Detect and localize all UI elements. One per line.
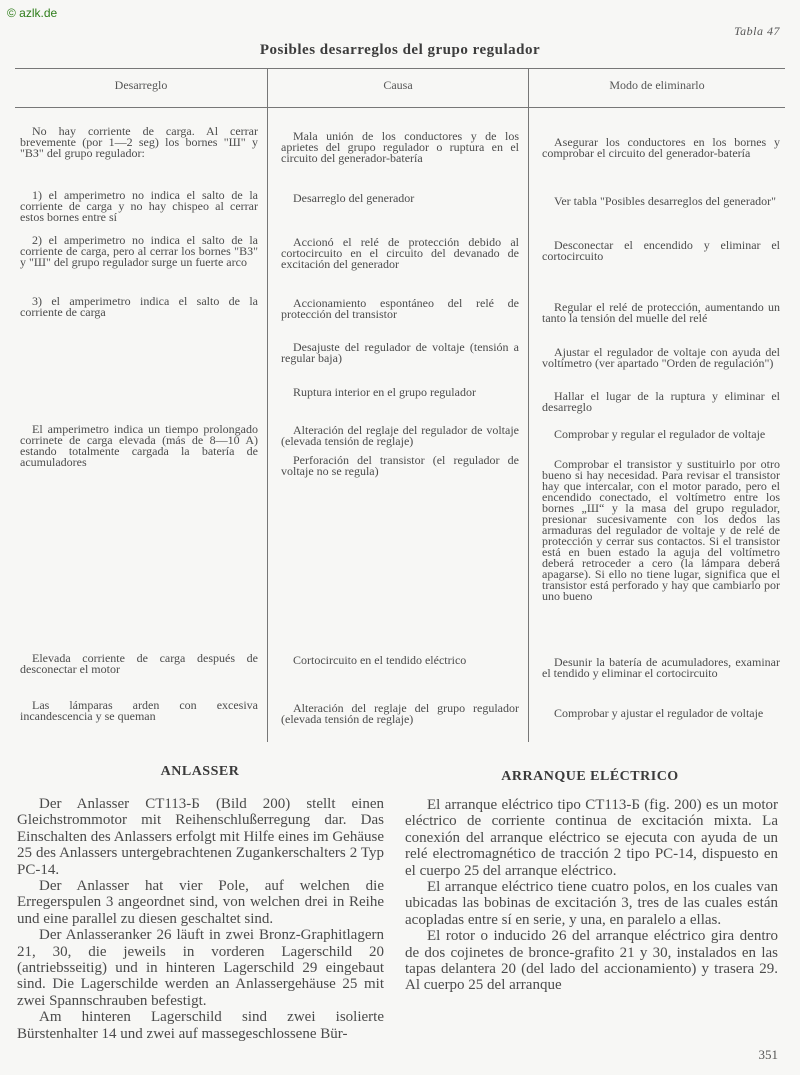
fault-cell: 1) el amperimetro no indica el salto de la corriente de carga y no hay chispeo al cerrar estos bornes entre sí bbox=[20, 188, 258, 224]
remedy-cell: Comprobar y ajustar el regulador de voltaje bbox=[554, 706, 764, 720]
header-modo: Modo de eliminarlo bbox=[609, 78, 705, 92]
cause-cell: Alteración del reglaje del regulador de voltaje (elevada tensión de reglaje) bbox=[281, 423, 519, 448]
table-title: Posibles desarreglos del grupo regulador bbox=[259, 42, 541, 58]
cause-cell: Alteración del reglaje del grupo regulador (elevada tensión de reglaje) bbox=[281, 701, 519, 726]
cause-cell: Ruptura interior en el grupo regulador bbox=[293, 385, 476, 399]
fault-cell: No hay corriente de carga. Al cerrar brevemente (por 1—2 seg) los bornes "Ш" y "ВЗ" del grupo regulador: bbox=[20, 124, 258, 160]
cause-cell: Cortocircuito en el tendido eléctrico bbox=[293, 653, 467, 667]
paragraph: Der Anlasser СТ113-Б (Bild 200) stellt einen Gleichstrommotor mit Reihenschlußerregung dar. Das Einschalten des Anlassers erfolgt mit Hilfe eines im Gehäuse 25 des Anlassers untergebrachtenen Zugankerschalters 2 Typ PC-14. bbox=[17, 796, 384, 878]
cause-cell: Perforación del transistor (el regulador de voltaje no se regula) bbox=[281, 453, 519, 478]
remedy-cell: Ajustar el regulador de voltaje con ayuda del voltímetro (ver apartado "Orden de regulación") bbox=[542, 345, 780, 370]
anlasser-text bbox=[17, 796, 384, 1042]
fault-cell: 2) el amperimetro no indica el salto de la corriente de carga, pero al cerrar los bornes "ВЗ" y "Ш" del grupo regulador surge un fuerte arco bbox=[20, 233, 258, 269]
remedy-cell: Desconectar el encendido y eliminar el cortocircuito bbox=[542, 238, 780, 263]
paragraph: El arranque eléctrico tiene cuatro polos, en los cuales van ubicadas las bobinas de excitación 3, tres de las cuales están acopladas entre sí en serie, y una, en paralelo a ellas. bbox=[405, 879, 778, 928]
fault-cell: El amperimetro indica un tiempo prolongado corrinete de carga elevada (más de 8—10 A) estando totalmente cargada la batería de acumuladores bbox=[20, 422, 258, 469]
cause-cell: Desajuste del regulador de voltaje (tensión a regular baja) bbox=[281, 340, 519, 365]
paragraph: El arranque eléctrico tipo СТ113-Б (fig. 200) es un motor eléctrico de corriente continua de excitación mixta. La conexión del arranque eléctrico se ejecuta con ayuda de un relé electromagnético de tracción 2 tipo PC-14, dispuesto en el cuerpo 25 del arranque eléctrico. bbox=[405, 797, 778, 879]
remedy-cell: Regular el relé de protección, aumentando un tanto la tensión del muelle del relé bbox=[542, 300, 780, 325]
remedy-cell: Comprobar y regular el regulador de voltaje bbox=[554, 427, 766, 441]
remedy-cell: Ver tabla "Posibles desarreglos del generador" bbox=[554, 194, 777, 208]
remedy-cell: Desunir la batería de acumuladores, examinar el tendido y eliminar el cortocircuito bbox=[542, 655, 780, 680]
fault-cell: Las lámparas arden con excesiva incandescencia y se queman bbox=[20, 698, 258, 723]
paragraph: Am hinteren Lagerschild sind zwei isolierte Bürstenhalter 14 und zwei auf massegeschlossene Bür- bbox=[17, 1009, 384, 1042]
cause-cell: Accionamiento espontáneo del relé de protección del transistor bbox=[281, 296, 519, 321]
column-divider-2 bbox=[528, 69, 529, 742]
remedy-cell: Comprobar el transistor y sustituirlo por otro bueno si hay necesidad. Para revisar el transistor hay que intercalar, con el motor parado, pero el encendido conectado, el voltímetro entre los bornes „Ш“ y la masa del grupo regulador, presionar sucesivamente con los dedos las armaduras del regulador de voltaje y de relé de protección y cerrar sus contactos. Si el transistor está en buen estado la aguja del voltímetro deberá retroceder a cero (la lámpara deberá apagarse). Si ello no tiene lugar, significa que el transistor está perforado y hay que cambiarlo por uno bueno bbox=[542, 457, 780, 603]
table-header-rule bbox=[15, 107, 785, 108]
paragraph: Der Anlasser hat vier Pole, auf welchen die Erregerspulen 3 angeordnet sind, von welchen drei in Reihe und eine parallel zu diesen geschaltet sind. bbox=[17, 878, 384, 927]
fault-cell: 3) el amperimetro indica el salto de la corriente de carga bbox=[20, 294, 258, 319]
section-heading-arranque: ARRANQUE ELÉCTRICO bbox=[501, 769, 679, 784]
table-number: Tabla 47 bbox=[734, 24, 780, 38]
column-divider-1 bbox=[267, 69, 268, 742]
arranque-text bbox=[405, 797, 778, 994]
remedy-cell: Hallar el lugar de la ruptura y eliminar el desarreglo bbox=[542, 389, 780, 414]
fault-cell: Elevada corriente de carga después de desconectar el motor bbox=[20, 651, 258, 676]
paragraph: El rotor o inducido 26 del arranque eléctrico gira dentro de dos cojinetes de bronce-grafito 21 y 30, instalados en las tapas delantera 20 (del lado del accionamiento) y trasera 29. Al cuerpo 25 del arranque bbox=[405, 928, 778, 994]
header-causa: Causa bbox=[383, 78, 413, 92]
page-number: 351 bbox=[758, 1047, 778, 1062]
table-top-rule bbox=[15, 68, 785, 69]
section-heading-anlasser: ANLASSER bbox=[160, 764, 240, 779]
paragraph: Der Anlasseranker 26 läuft in zwei Bronz-Graphitlagern 21, 30, die jeweils in vorderen Lagerschild 20 (antriebsseitig) und in hinteren Lagerschild 29 eingebaut sind. Die Lagerschilde werden an Anlassergehäuse 25 mit zwei Spannschrauben befestigt. bbox=[17, 927, 384, 1009]
cause-cell: Desarreglo del generador bbox=[293, 191, 415, 205]
watermark: © azlk.de bbox=[7, 6, 58, 20]
header-desarreglo: Desarreglo bbox=[114, 78, 168, 92]
cause-cell: Mala unión de los conductores y de los aprietes del grupo regulador o ruptura en el circuito del generador-batería bbox=[281, 129, 519, 165]
remedy-cell: Asegurar los conductores en los bornes y comprobar el circuito del generador-batería bbox=[542, 135, 780, 160]
cause-cell: Accionó el relé de protección debido al cortocircuito en el circuito del devanado de excitación del generador bbox=[281, 235, 519, 271]
